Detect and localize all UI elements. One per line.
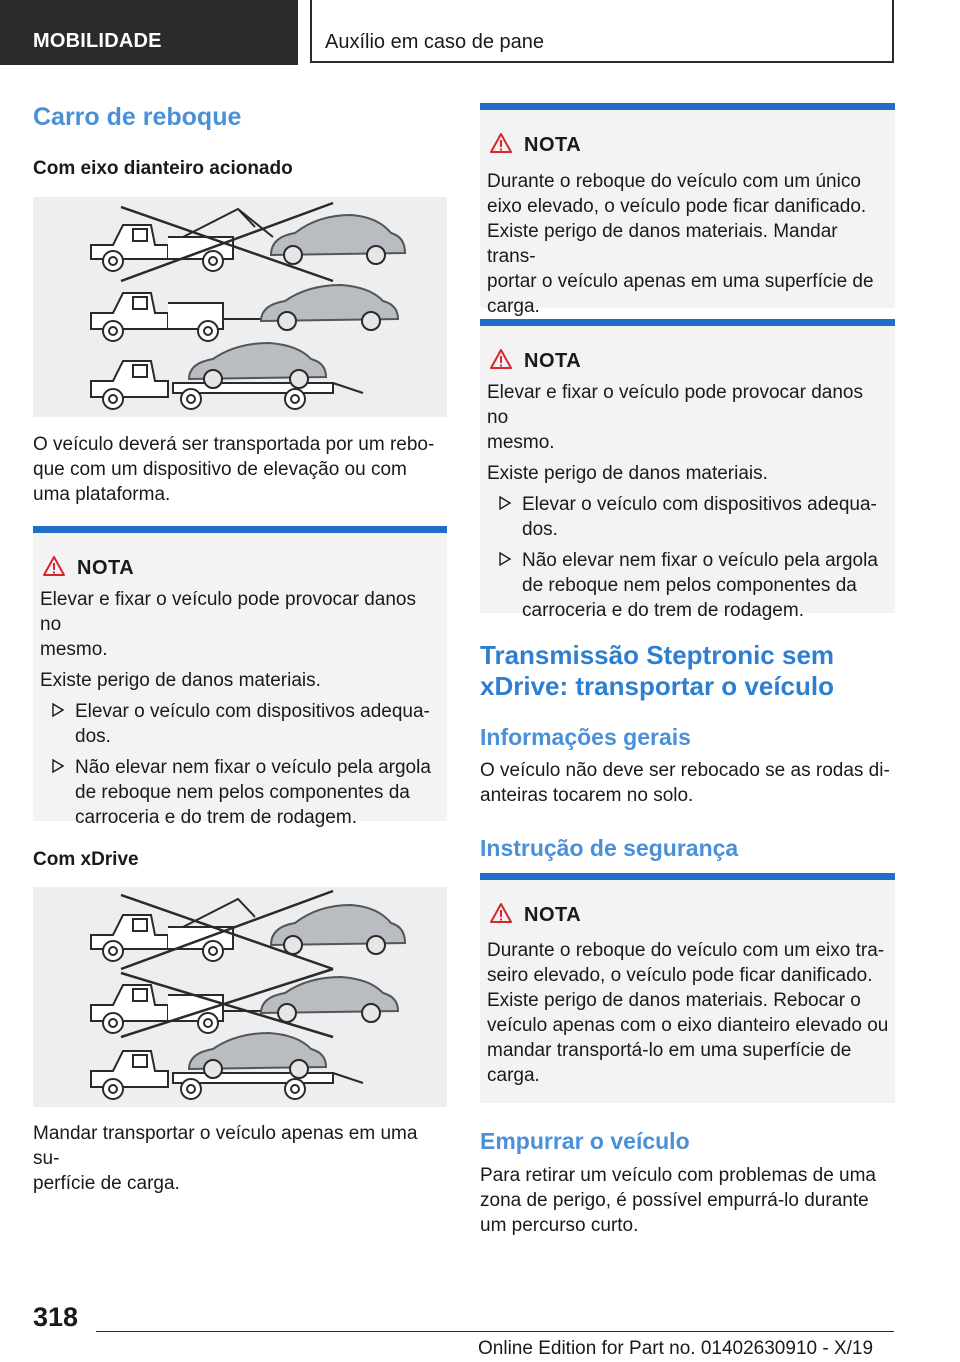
note-text bbox=[40, 587, 441, 662]
note-label: NOTA bbox=[524, 350, 582, 372]
paragraph-xdrive-transport bbox=[33, 1121, 447, 1196]
bullet-line: de reboque nem pelos componentes da bbox=[75, 782, 410, 803]
note-line: veículo apenas com o eixo dianteiro elevado ou bbox=[487, 1015, 889, 1036]
footer-edition: Online Edition for Part no. 01402630910 - X/19 bbox=[478, 1338, 874, 1359]
bullet-line: dos. bbox=[75, 726, 111, 747]
section-title-steptronic bbox=[480, 640, 834, 702]
note-bullets bbox=[40, 699, 441, 830]
note-line: Durante o reboque do veículo com um único bbox=[487, 171, 861, 192]
push-line: zona de perigo, é possível empurrá-lo durante bbox=[480, 1190, 869, 1211]
paragraph-push bbox=[480, 1163, 895, 1238]
info-line: O veículo não deve ser rebocado se as rodas di- bbox=[480, 760, 890, 781]
bullet-line: carroceria e do trem de rodagem. bbox=[522, 600, 804, 621]
para1-line: O veículo deverá ser transportada por um rebo- bbox=[33, 434, 435, 455]
note-line: carga. bbox=[487, 296, 540, 317]
towing-illustration-2 bbox=[33, 887, 447, 1107]
title-line: xDrive: transportar o veículo bbox=[480, 671, 834, 701]
push-line: Para retirar um veículo com problemas de uma bbox=[480, 1165, 876, 1186]
bullet-line: de reboque nem pelos componentes da bbox=[522, 575, 857, 596]
para2-line: Mandar transportar o veículo apenas em uma su- bbox=[33, 1123, 418, 1169]
subheading-front-axle: Com eixo dianteiro acionado bbox=[33, 158, 293, 179]
note-line: portar o veículo apenas em uma superfície de bbox=[487, 271, 874, 292]
subsection-title-safety: Instrução de segurança bbox=[480, 835, 739, 861]
note-box-lift-damage-right bbox=[480, 319, 895, 621]
figure-towing-xdrive bbox=[33, 887, 447, 1107]
towing-illustration-1 bbox=[33, 197, 447, 417]
note-bullets bbox=[487, 492, 889, 623]
bullet-line: dos. bbox=[522, 519, 558, 540]
note-text bbox=[487, 380, 889, 455]
note-body bbox=[487, 938, 889, 1088]
note-text: Existe perigo de danos materiais. bbox=[40, 670, 321, 691]
bullet-line: carroceria e do trem de rodagem. bbox=[75, 807, 357, 828]
bullet-line: Não elevar nem fixar o veículo pela argola bbox=[75, 757, 431, 778]
note-body bbox=[487, 380, 889, 629]
warning-icon bbox=[42, 555, 66, 577]
subsection-title-push: Empurrar o veículo bbox=[480, 1128, 690, 1154]
note-line: Elevar e fixar o veículo pode provocar danos no bbox=[40, 589, 416, 635]
note-text: Existe perigo de danos materiais. bbox=[487, 463, 768, 484]
note-box-single-axle bbox=[480, 103, 895, 317]
note-box-rear-axle bbox=[480, 873, 895, 1103]
note-line: eixo elevado, o veículo pode ficar danificado. bbox=[487, 196, 867, 217]
warning-icon bbox=[489, 902, 513, 924]
header-section-label: MOBILIDADE bbox=[33, 30, 162, 52]
para2-line: perfície de carga. bbox=[33, 1173, 180, 1194]
bullet-line: Não elevar nem fixar o veículo pela argola bbox=[522, 550, 878, 571]
header-chapter-tab bbox=[310, 0, 894, 63]
section-title-tow-truck: Carro de reboque bbox=[33, 103, 242, 131]
info-line: anteiras tocarem no solo. bbox=[480, 785, 694, 806]
para1-line: uma plataforma. bbox=[33, 484, 171, 505]
note-line: mandar transportá-lo em uma superfície de bbox=[487, 1040, 852, 1061]
list-item bbox=[40, 755, 441, 830]
triangle-bullet-icon bbox=[499, 552, 511, 566]
subheading-xdrive: Com xDrive bbox=[33, 849, 139, 870]
warning-icon bbox=[489, 348, 513, 370]
push-line: um percurso curto. bbox=[480, 1215, 639, 1236]
note-line: seiro elevado, o veículo pode ficar danificado. bbox=[487, 965, 873, 986]
note-line: mesmo. bbox=[40, 639, 108, 660]
figure-towing-front-axle bbox=[33, 197, 447, 417]
note-body bbox=[487, 169, 889, 319]
triangle-bullet-icon bbox=[52, 759, 64, 773]
list-item bbox=[40, 699, 441, 749]
note-body bbox=[40, 587, 441, 836]
para1-line: que com um dispositivo de elevação ou com bbox=[33, 459, 407, 480]
subsection-title-general-info: Informações gerais bbox=[480, 724, 691, 750]
header-section-tab bbox=[0, 0, 298, 65]
note-label: NOTA bbox=[524, 134, 582, 156]
bullet-line: Elevar o veículo com dispositivos adequa- bbox=[75, 701, 430, 722]
note-line: Durante o reboque do veículo com um eixo tra- bbox=[487, 940, 885, 961]
warning-icon bbox=[489, 132, 513, 154]
note-box-lift-damage bbox=[33, 526, 447, 828]
footer-divider bbox=[96, 1331, 894, 1332]
note-line: Elevar e fixar o veículo pode provocar danos no bbox=[487, 382, 863, 428]
title-line: Transmissão Steptronic sem bbox=[480, 640, 835, 670]
triangle-bullet-icon bbox=[52, 703, 64, 717]
note-line: Existe perigo de danos materiais. Mandar trans- bbox=[487, 221, 838, 267]
list-item bbox=[487, 548, 889, 623]
note-label: NOTA bbox=[524, 904, 582, 926]
bullet-line: Elevar o veículo com dispositivos adequa- bbox=[522, 494, 877, 515]
page-number: 318 bbox=[33, 1302, 79, 1332]
note-label: NOTA bbox=[77, 557, 135, 579]
note-line: mesmo. bbox=[487, 432, 555, 453]
paragraph-general-info bbox=[480, 758, 895, 808]
header-chapter-label: Auxílio em caso de pane bbox=[325, 31, 545, 53]
list-item bbox=[487, 492, 889, 542]
note-line: Existe perigo de danos materiais. Rebocar o bbox=[487, 990, 861, 1011]
paragraph-transport-requirement bbox=[33, 432, 447, 507]
note-line: carga. bbox=[487, 1065, 540, 1086]
triangle-bullet-icon bbox=[499, 496, 511, 510]
